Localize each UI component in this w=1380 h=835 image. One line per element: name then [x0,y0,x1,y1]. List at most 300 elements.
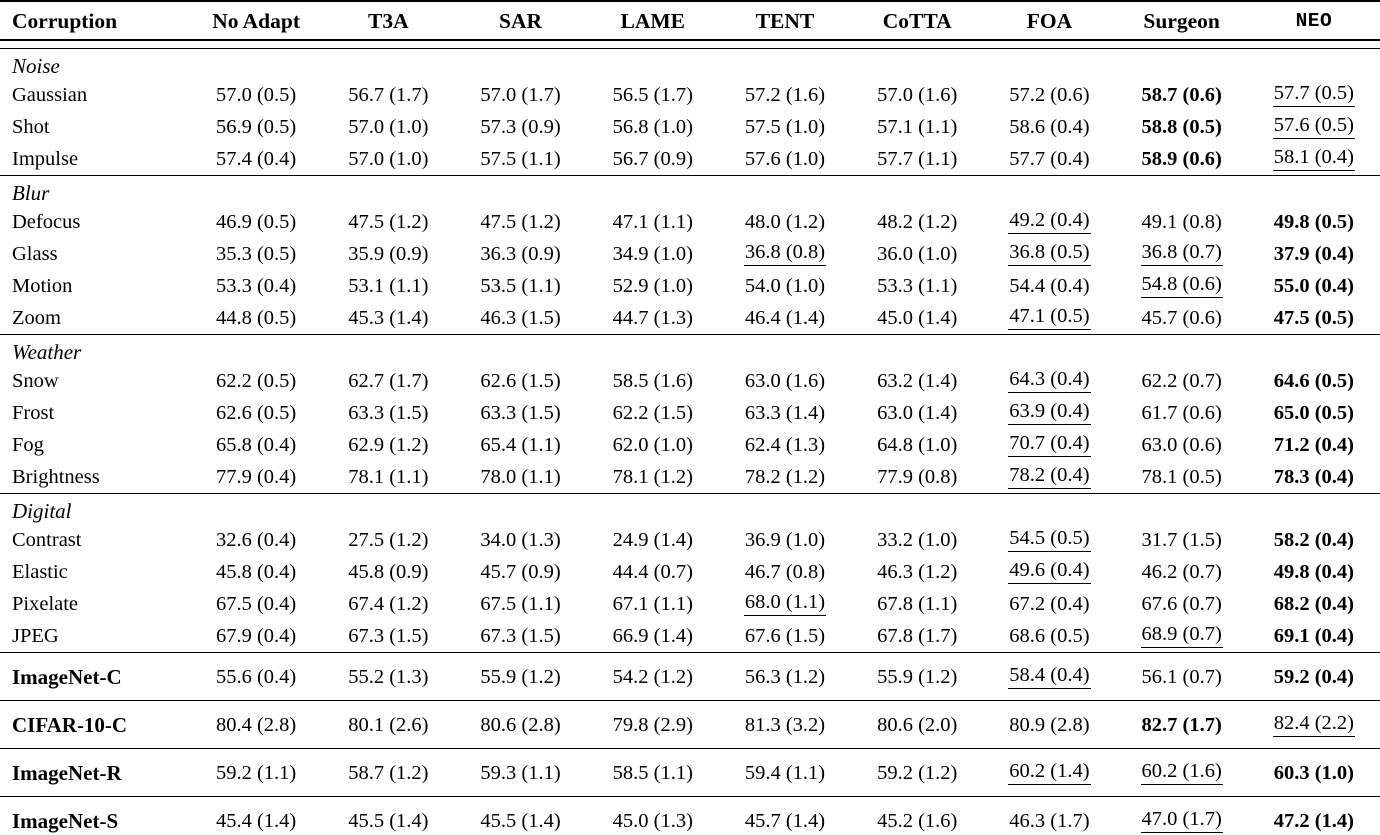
table-cell [1116,79,1248,111]
table-cell [587,302,719,335]
cell-value: 54.8 (0.6) [1141,274,1223,298]
table-cell [719,653,851,701]
cell-value: 57.0 (0.5) [215,83,297,106]
header-row [0,1,1380,40]
table-cell [719,556,851,588]
cell-value: 57.7 (0.4) [1009,147,1090,170]
cell-value: 47.5 (1.2) [480,210,561,233]
table-cell [322,206,454,238]
table-cell [454,429,586,461]
cell-value: 62.7 (1.7) [348,369,429,392]
cell-value: 46.3 (1.2) [877,560,958,583]
table-cell [1116,588,1248,620]
cell-value: 58.8 (0.5) [1141,115,1222,138]
table-cell [587,797,719,835]
cell-value: 55.9 (1.2) [877,665,958,688]
table-cell [190,461,322,494]
table-row [0,302,1380,335]
table-cell [587,620,719,653]
table-cell [190,701,322,749]
cell-value: 67.9 (0.4) [215,624,297,647]
table-cell [719,79,851,111]
cell-value: 55.0 (0.4) [1273,274,1355,297]
empty-cell [1248,49,1380,80]
column-header-corruption: Corruption [12,9,118,33]
empty-cell [719,494,851,525]
row-label: Gaussian [12,83,88,106]
cell-value: 46.3 (1.7) [1009,809,1090,832]
cell-value: 52.9 (1.0) [612,274,693,297]
cell-value: 32.6 (0.4) [215,528,297,551]
cell-value: 54.5 (0.5) [1008,528,1090,552]
cell-value: 58.4 (0.4) [1008,664,1090,689]
empty-cell [587,49,719,80]
table-cell [719,111,851,143]
cell-value: 81.3 (3.2) [744,713,826,736]
cell-value: 61.7 (0.6) [1141,401,1222,424]
table-row [0,397,1380,429]
cell-value: 55.9 (1.2) [480,665,561,688]
table-cell [983,238,1115,270]
cell-value: 63.9 (0.4) [1008,401,1090,425]
table-cell [322,701,454,749]
cell-value: 45.8 (0.4) [215,560,297,583]
table-cell [190,365,322,397]
cell-value: 48.0 (1.2) [744,210,826,233]
cell-value: 58.1 (0.4) [1273,147,1355,171]
row-label: JPEG [12,624,59,647]
table-cell [983,620,1115,653]
cell-value: 71.2 (0.4) [1273,433,1355,456]
row-label: Contrast [12,528,82,551]
table-cell [1248,111,1380,143]
table-cell [1116,653,1248,701]
table-cell [1116,524,1248,556]
cell-value: 66.9 (1.4) [612,624,693,647]
table-cell [322,238,454,270]
table-cell [322,653,454,701]
cell-value: 57.0 (1.6) [877,83,958,106]
column-header-t3a: T3A [368,9,409,33]
table-cell [983,397,1115,429]
cell-value: 47.5 (0.5) [1273,306,1355,329]
table-row [0,143,1380,176]
column-header-tent: TENT [755,9,815,33]
summary-row-cifar-10-c [0,701,1380,749]
table-cell [851,397,983,429]
table-cell [851,556,983,588]
cell-value: 54.4 (0.4) [1009,274,1090,297]
table-cell [983,461,1115,494]
table-cell [983,588,1115,620]
cell-value: 59.2 (1.1) [215,761,297,784]
cell-value: 79.8 (2.9) [612,713,693,736]
table-cell [322,270,454,302]
cell-value: 67.3 (1.5) [348,624,429,647]
cell-value: 35.3 (0.5) [215,242,297,265]
table-cell [719,397,851,429]
cell-value: 57.7 (1.1) [877,147,958,170]
column-header-sar: SAR [499,9,543,33]
cell-value: 63.0 (1.4) [877,401,958,424]
cell-value: 67.4 (1.2) [348,592,429,615]
table-cell [322,797,454,835]
cell-value: 58.6 (0.4) [1009,115,1090,138]
empty-cell [322,49,454,80]
row-label: Elastic [12,560,68,583]
cell-value: 56.9 (0.5) [215,115,297,138]
cell-value: 67.6 (0.7) [1141,592,1222,615]
table-row [0,556,1380,588]
table-cell [190,397,322,429]
table-cell [1248,461,1380,494]
cell-value: 59.3 (1.1) [480,761,561,784]
table-cell [983,797,1115,835]
table-cell [1116,749,1248,797]
empty-cell [719,335,851,366]
table-cell [851,238,983,270]
cell-value: 47.0 (1.7) [1141,808,1223,833]
cell-value: 63.3 (1.5) [348,401,429,424]
cell-value: 65.4 (1.1) [480,433,561,456]
cell-value: 82.7 (1.7) [1141,713,1222,736]
table-cell [587,461,719,494]
table-cell [1116,556,1248,588]
column-header-cotta: CoTTA [882,9,952,33]
table-cell [1116,701,1248,749]
cell-value: 78.1 (1.2) [612,465,693,488]
table-cell [851,461,983,494]
cell-value: 63.2 (1.4) [877,369,958,392]
empty-cell [983,335,1115,366]
cell-value: 46.9 (0.5) [215,210,297,233]
table-cell [322,302,454,335]
table-cell [851,749,983,797]
table-cell [1116,365,1248,397]
cell-value: 64.3 (0.4) [1008,369,1090,393]
table-cell [1116,206,1248,238]
table-row [0,588,1380,620]
cell-value: 80.1 (2.6) [348,713,429,736]
empty-cell [322,494,454,525]
empty-cell [1248,335,1380,366]
table-cell [587,701,719,749]
cell-value: 67.1 (1.1) [612,592,693,615]
cell-value: 45.7 (0.9) [480,560,561,583]
table-cell [1248,524,1380,556]
table-row [0,238,1380,270]
table-cell [1248,620,1380,653]
table-cell [851,524,983,556]
cell-value: 57.2 (0.6) [1009,83,1090,106]
cell-value: 35.9 (0.9) [348,242,429,265]
table-cell [190,749,322,797]
empty-cell [454,494,586,525]
cell-value: 65.0 (0.5) [1273,401,1355,424]
cell-value: 53.3 (0.4) [215,274,297,297]
empty-cell [190,49,322,80]
cell-value: 56.5 (1.7) [612,83,693,106]
cell-value: 53.3 (1.1) [877,274,958,297]
table-cell [587,397,719,429]
cell-value: 69.1 (0.4) [1273,624,1355,647]
table-cell [322,749,454,797]
cell-value: 27.5 (1.2) [348,528,429,551]
table-cell [1248,79,1380,111]
empty-cell [454,49,586,80]
table-cell [719,588,851,620]
cell-value: 45.2 (1.6) [877,809,958,832]
table-cell [983,302,1115,335]
cell-value: 78.3 (0.4) [1273,465,1355,488]
table-cell [454,556,586,588]
cell-value: 36.0 (1.0) [877,242,958,265]
row-label: Defocus [12,210,81,233]
summary-label: ImageNet-C [12,664,122,689]
table-cell [983,365,1115,397]
table-cell [1116,397,1248,429]
cell-value: 34.9 (1.0) [612,242,693,265]
table-row [0,365,1380,397]
cell-value: 63.3 (1.4) [744,401,826,424]
cell-value: 56.7 (0.9) [612,147,693,170]
section-label: Noise [12,54,60,78]
cell-value: 44.8 (0.5) [215,306,297,329]
cell-value: 78.2 (0.4) [1008,465,1090,489]
table-cell [851,143,983,176]
section-row-noise [0,49,1380,80]
row-label: Motion [12,274,73,297]
table-cell [190,111,322,143]
cell-value: 67.3 (1.5) [480,624,561,647]
table-cell [719,365,851,397]
section-label: Digital [12,499,72,523]
empty-cell [190,494,322,525]
cell-value: 77.9 (0.8) [877,465,958,488]
row-label: Shot [12,115,50,138]
empty-cell [587,176,719,207]
table-cell [1248,701,1380,749]
table-cell [719,206,851,238]
table-cell [190,429,322,461]
cell-value: 62.0 (1.0) [612,433,693,456]
cell-value: 34.0 (1.3) [480,528,561,551]
row-label: Brightness [12,465,100,488]
cell-value: 44.4 (0.7) [612,560,693,583]
cell-value: 57.2 (1.6) [744,83,826,106]
cell-value: 47.1 (1.1) [612,210,693,233]
empty-cell [851,49,983,80]
cell-value: 80.6 (2.0) [877,713,958,736]
table-cell [587,206,719,238]
table-cell [1248,302,1380,335]
cell-value: 45.4 (1.4) [215,809,297,832]
cell-value: 67.8 (1.1) [877,592,958,615]
table-row [0,111,1380,143]
table-cell [983,429,1115,461]
table-cell [1116,797,1248,835]
cell-value: 49.1 (0.8) [1141,210,1222,233]
cell-value: 45.5 (1.4) [348,809,429,832]
table-cell [587,653,719,701]
empty-cell [1116,49,1248,80]
empty-cell [1248,176,1380,207]
table-cell [719,143,851,176]
cell-value: 45.5 (1.4) [480,809,561,832]
cell-value: 57.3 (0.9) [480,115,561,138]
table-cell [454,365,586,397]
table-cell [587,143,719,176]
table-cell [322,429,454,461]
empty-cell [454,176,586,207]
cell-value: 60.2 (1.4) [1008,760,1090,785]
table-cell [587,749,719,797]
empty-cell [1116,176,1248,207]
cell-value: 46.7 (0.8) [744,560,826,583]
table-cell [190,797,322,835]
table-cell [1116,143,1248,176]
table-cell [1248,653,1380,701]
table-cell [1116,620,1248,653]
table-cell [454,701,586,749]
table-cell [454,302,586,335]
table-cell [190,79,322,111]
cell-value: 33.2 (1.0) [877,528,958,551]
cell-value: 63.0 (1.6) [744,369,826,392]
table-cell [983,206,1115,238]
table-cell [322,79,454,111]
cell-value: 58.7 (0.6) [1141,83,1222,106]
section-label: Weather [12,340,82,364]
cell-value: 67.8 (1.7) [877,624,958,647]
table-cell [190,653,322,701]
table-cell [454,588,586,620]
table-cell [454,524,586,556]
cell-value: 36.8 (0.8) [744,242,826,266]
cell-value: 57.6 (1.0) [744,147,826,170]
table-cell [1116,238,1248,270]
column-header-lame: LAME [620,9,686,33]
table-cell [454,270,586,302]
table-cell [1116,429,1248,461]
table-cell [1248,143,1380,176]
table-cell [1248,429,1380,461]
summary-label: ImageNet-S [12,808,119,833]
cell-value: 62.2 (0.7) [1141,369,1222,392]
table-cell [190,556,322,588]
cell-value: 57.1 (1.1) [877,115,958,138]
table-cell [1248,270,1380,302]
table-cell [587,429,719,461]
table-row [0,524,1380,556]
row-label: Glass [12,242,58,265]
table-row [0,461,1380,494]
cell-value: 62.6 (0.5) [215,401,297,424]
cell-value: 67.5 (0.4) [215,592,297,615]
row-label: Snow [12,369,59,392]
cell-value: 68.2 (0.4) [1273,592,1355,615]
table-cell [719,701,851,749]
table-row [0,429,1380,461]
section-row-blur [0,176,1380,207]
table-cell [454,143,586,176]
table-cell [983,524,1115,556]
cell-value: 62.4 (1.3) [744,433,826,456]
table-cell [322,620,454,653]
table-cell [983,143,1115,176]
cell-value: 60.2 (1.6) [1141,760,1223,785]
table-cell [190,270,322,302]
empty-cell [983,49,1115,80]
table-cell [587,556,719,588]
empty-cell [1248,494,1380,525]
table-cell [587,524,719,556]
table-cell [719,429,851,461]
empty-cell [719,49,851,80]
summary-label: ImageNet-R [12,760,122,785]
table-cell [190,302,322,335]
table-cell [1248,797,1380,835]
table-row [0,79,1380,111]
table-cell [1116,111,1248,143]
table-cell [983,701,1115,749]
cell-value: 80.6 (2.8) [480,713,561,736]
empty-cell [1116,494,1248,525]
table-cell [719,302,851,335]
table-cell [190,620,322,653]
row-label: Fog [12,433,44,456]
cell-value: 57.0 (1.7) [480,83,561,106]
table-cell [587,365,719,397]
table-cell [190,524,322,556]
cell-value: 78.2 (1.2) [744,465,826,488]
cell-value: 68.6 (0.5) [1009,624,1090,647]
table-cell [983,653,1115,701]
cell-value: 62.2 (0.5) [215,369,297,392]
table-cell [454,620,586,653]
cell-value: 31.7 (1.5) [1141,528,1222,551]
cell-value: 65.8 (0.4) [215,433,297,456]
table-cell [322,365,454,397]
table-cell [719,749,851,797]
section-row-digital [0,494,1380,525]
cell-value: 64.6 (0.5) [1273,369,1355,392]
table-row [0,270,1380,302]
cell-value: 49.2 (0.4) [1008,210,1090,234]
cell-value: 53.1 (1.1) [348,274,429,297]
table-cell [322,524,454,556]
table-cell [851,111,983,143]
empty-cell [587,494,719,525]
cell-value: 63.3 (1.5) [480,401,561,424]
cell-value: 47.2 (1.4) [1273,809,1355,832]
table-cell [851,79,983,111]
table-cell [454,238,586,270]
table-cell [454,749,586,797]
cell-value: 59.2 (1.2) [877,761,958,784]
cell-value: 36.9 (1.0) [744,528,826,551]
empty-cell [454,335,586,366]
cell-value: 57.0 (1.0) [348,115,429,138]
table-cell [851,620,983,653]
table-row [0,206,1380,238]
cell-value: 58.9 (0.6) [1141,147,1222,170]
cell-value: 55.6 (0.4) [215,665,297,688]
row-label: Impulse [12,147,79,170]
table-cell [454,111,586,143]
table-cell [322,588,454,620]
cell-value: 45.8 (0.9) [348,560,429,583]
